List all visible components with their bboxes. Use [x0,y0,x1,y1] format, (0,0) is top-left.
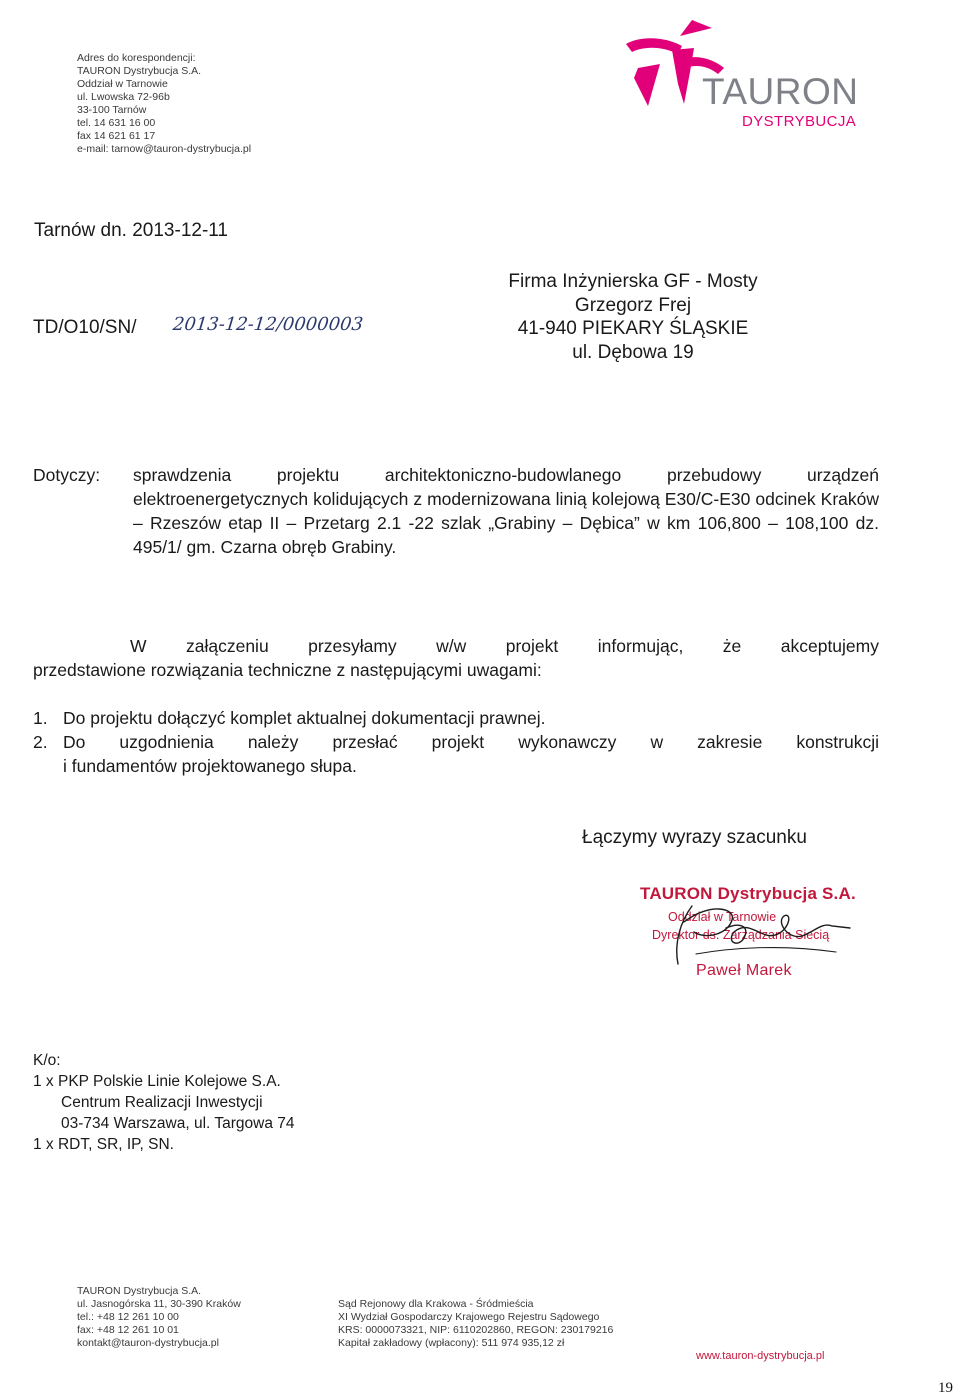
footer-line: XI Wydział Gospodarczy Krajowego Rejestru Sądowego [338,1311,600,1323]
address-line: TAURON Dystrybucja S.A. [77,65,202,77]
footer-line: kontakt@tauron-dystrybucja.pl [77,1337,219,1349]
intro-line: przedstawione rozwiązania techniczne z następującymi uwagami: [33,660,542,680]
footer-website: www.tauron-dystrybucja.pl [696,1350,825,1362]
list-item-line: Do projektu dołączyć komplet aktualnej dokumentacji prawnej. [63,708,546,728]
footer-line: KRS: 0000073321, NIP: 6110202860, REGON: 230179216 [338,1324,614,1336]
letter-date: Tarnów dn. 2013-12-11 [34,220,228,241]
copies-line: 03-734 Warszawa, ul. Targowa 74 [61,1115,295,1132]
list-item [33,730,879,778]
logo-wordmark: TAURON [702,71,859,112]
list-item-line: i fundamentów projektowanego słupa. [63,756,357,776]
list-item-text [63,730,879,778]
stamp-name: Paweł Marek [696,962,792,979]
footer-line: tel.: +48 12 261 10 00 [77,1311,179,1323]
page-number: 19 [938,1380,953,1396]
footer-line: TAURON Dystrybucja S.A. [77,1285,202,1297]
list-item [33,706,879,730]
closing-phrase: Łączymy wyrazy szacunku [582,827,807,848]
subject-label: Dotyczy: [33,465,101,485]
stamp-position: Dyrektor ds. Zarządzania Siecią [652,928,830,942]
list-item-number: 2. [33,732,48,752]
reference-handwritten: 2013-12-12/0000003 [171,314,365,335]
recipient-line: Firma Inżynierska GF - Mosty [508,271,758,292]
footer-line: Kapitał zakładowy (wpłacony): 511 974 935,12 zł [338,1337,565,1349]
recipient-line: ul. Dębowa 19 [572,341,694,363]
remarks-list [33,706,879,778]
footer-line: ul. Jasnogórska 11, 30-390 Kraków [77,1298,241,1310]
intro-line: W załączeniu przesyłamy w/w projekt informując, że akceptujemy [130,636,879,656]
subject-text: sprawdzenia projektu architektoniczno-budowlanego przebudowy urządzeń elektroenergetycznych kolidujących z modernizowana linią kolejową E30/C-E30 odcinek Kraków – Rzeszów etap II – Przetarg 2.1 -22 szlak „Grabiny – Dębica” w km 106,800 – 108,100 dz. 495/1/ gm. Czarna obręb Grabiny. [133,465,879,557]
address-line: e-mail: tarnow@tauron-dystrybucja.pl [77,143,252,155]
intro-paragraph [33,634,879,682]
list-item-line: Do uzgodnienia należy przesłać projekt wykonawczy w zakresie konstrukcji [63,732,879,752]
address-line: tel. 14 631 16 00 [77,117,156,129]
footer-line: fax: +48 12 261 10 01 [77,1324,179,1336]
address-line: fax 14 621 61 17 [77,130,156,142]
recipient-address [438,270,828,364]
footer-registry [338,1298,613,1350]
stamp-company: TAURON Dystrybucja S.A. [640,884,856,903]
address-line: Adres do korespondencji: [77,52,196,64]
copies-line: 1 x RDT, SR, IP, SN. [33,1136,174,1153]
recipient-line: 41-940 PIEKARY ŚLĄSKIE [517,318,749,339]
list-item-text [63,706,879,730]
copies-line: 1 x PKP Polskie Linie Kolejowe S.A. [33,1073,281,1090]
copies-label: K/o: [33,1052,61,1069]
address-line: ul. Lwowska 72-96b [77,91,170,103]
handwritten-signature [640,882,890,992]
footer-contact [77,1285,241,1350]
logo-subtitle: DYSTRYBUCJA [742,113,857,130]
copies-to [33,1050,294,1155]
recipient-line: Grzegorz Frej [574,294,692,316]
footer-line: Sąd Rejonowy dla Krakowa - Śródmieścia [338,1298,534,1310]
correspondence-address [77,52,251,156]
reference-number: TD/O10/SN/ [33,317,137,338]
copies-line: Centrum Realizacji Inwestycji [61,1094,263,1111]
address-line: 33-100 Tarnów [77,104,147,116]
list-item-number: 1. [33,708,48,728]
address-line: Oddział w Tarnowie [77,78,168,90]
stamp-branch: Oddział w Tarnowie [668,910,777,924]
